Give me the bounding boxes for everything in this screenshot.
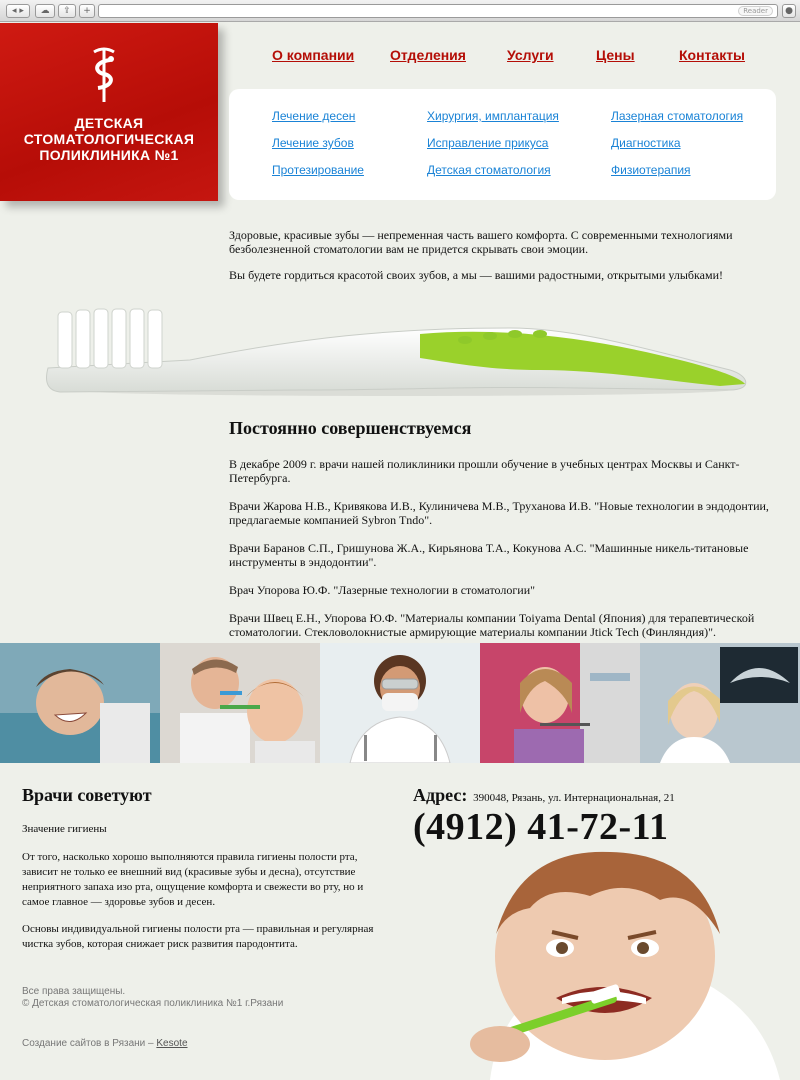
service-link[interactable]: Исправление прикуса (427, 136, 549, 150)
news-item: Врачи Баранов С.П., Гришунова Ж.А., Кирьянова Т.А., Кокунова А.С. "Машинные никель-титановые инструменты в эндодонтии". (229, 541, 749, 569)
address (413, 785, 675, 806)
nav-services[interactable]: Услуги (507, 47, 554, 63)
service-link[interactable]: Физиотерапия (611, 163, 691, 177)
service-link[interactable]: Лазерная стоматология (611, 109, 744, 123)
child-brushing-teeth-image (430, 848, 800, 1080)
service-link[interactable]: Лечение зубов (272, 136, 354, 150)
photo-dentist-with-tools (320, 643, 480, 763)
footer-copyright: Все права защищены. © Детская стоматологическая поликлиника №1 г.Рязани (22, 986, 284, 1009)
photo-girl-in-dental-chair (480, 643, 640, 763)
advice-paragraph: Основы индивидуальной гигиены полости рта — правильная и регулярная чистка зубов, которая снижает риск развития пародонтита. (22, 923, 374, 950)
news-item: В декабре 2009 г. врачи нашей поликлиники прошли обучение в учебных центрах Москвы и Санкт-Петербурга. (229, 457, 740, 485)
intro-paragraph: Здоровые, красивые зубы — непременная часть вашего комфорта. С современными технологиями безболезненной стоматологии вам не придется скрывать свои эмоции. (229, 228, 733, 256)
advice-paragraph: От того, насколько хорошо выполняются правила гигиены полости рта, зависит не только ее внешний вид (красивые зубы и десна), отсутствие неприятного запаха изо рта, ощущение комфорта и свежести во рту, но и самое главное — здоровье зубов и десен. (22, 851, 364, 908)
clinic-name: ДЕТСКАЯ СТОМАТОЛОГИЧЕСКАЯ ПОЛИКЛИНИКА №1 (23, 115, 195, 163)
services-panel (229, 89, 776, 200)
service-link[interactable]: Детская стоматология (427, 163, 551, 177)
photo-patient-smiling (0, 643, 160, 763)
service-link[interactable]: Протезирование (272, 163, 364, 177)
cloud-icon[interactable]: ☁ (35, 4, 55, 18)
news-title: Постоянно совершенствуемся (229, 418, 472, 438)
address-bar[interactable] (98, 4, 778, 18)
advice-text (22, 850, 392, 964)
developer-link[interactable]: Kesote (156, 1038, 188, 1049)
nav-departments[interactable]: Отделения (390, 47, 466, 63)
stop-icon[interactable]: ● (782, 4, 796, 18)
advice-title: Врачи советуют (22, 785, 152, 805)
service-link[interactable]: Лечение десен (272, 109, 356, 123)
address-label: Адрес: (413, 785, 468, 805)
photo-doctor-viewing-xray (640, 643, 800, 763)
intro-paragraph: Вы будете гордиться красотой своих зубов, а мы — вашими радостными, открытыми улыбками! (229, 268, 723, 282)
advice-subtitle: Значение гигиены (22, 823, 107, 835)
photo-strip (0, 643, 800, 763)
toothbrush-image (40, 298, 760, 403)
address-value: 390048, Рязань, ул. Интернациональная, 21 (473, 792, 675, 804)
phone-number: (4912) 41-72-11 (413, 806, 669, 848)
news-item: Врач Упорова Ю.Ф. "Лазерные технологии в стоматологии" (229, 583, 536, 597)
add-tab-icon[interactable]: + (79, 4, 95, 18)
intro-text (229, 228, 769, 294)
reader-button[interactable]: Reader (738, 6, 773, 16)
photo-father-son-brushing (160, 643, 320, 763)
service-link[interactable]: Диагностика (611, 136, 681, 150)
browser-toolbar (0, 0, 800, 22)
nav-about[interactable]: О компании (272, 47, 355, 63)
news-item: Врачи Жарова Н.В., Кривякова И.В., Кулиничева М.В., Труханова И.В. "Новые технологии в эндодонтии, предлагаемые компанией Sybron Tndo". (229, 499, 769, 527)
news-list (229, 457, 769, 653)
share-icon[interactable]: ⇪ (58, 4, 76, 18)
nav-prices[interactable]: Цены (596, 47, 635, 63)
news-item: Врачи Швец Е.Н., Упорова Ю.Ф. "Материалы компании Toiyama Dental (Япония) для терапевтической стоматологии. Стекловолокнистые армирующие материалы компании Jtick Tech (Финляндия)". (229, 611, 755, 639)
main-nav (0, 47, 800, 67)
footer-credits: Создание сайтов в Рязани – Kesote (22, 1038, 188, 1049)
service-link[interactable]: Хирургия, имплантация (427, 109, 559, 123)
back-forward-buttons[interactable]: ◂ ▸ (6, 4, 30, 18)
nav-contacts[interactable]: Контакты (679, 47, 746, 63)
